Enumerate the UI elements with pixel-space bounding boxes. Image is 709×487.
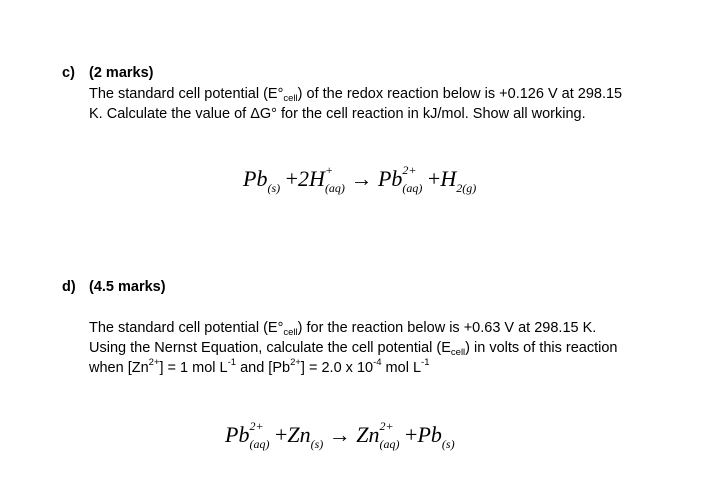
question-d-line1: The standard cell potential $(E^\circ_{cell})$ for the reaction below is +0.63 V at 298.15 K.: [89, 320, 597, 338]
question-d-label: d): [62, 279, 76, 295]
equation-d: Pb 2+ (aq) +Zn(s) → Zn 2+ (aq) +Pb(s): [225, 419, 455, 451]
question-d-line3: when $[Zn^{2+}] = 1$ mol $L^{-1}$ and $[Pb^{2+}] = 2.0$ x $10^{-4}$ mol $L^{-1}$: [89, 357, 430, 376]
question-c-marks: (2 marks): [89, 65, 154, 81]
question-d-marks: (4.5 marks): [89, 279, 166, 295]
question-c-label: c): [62, 65, 75, 81]
question-c-line2: K. Calculate the value of ΔG° for the cell reaction in kJ/mol. Show all working.: [89, 106, 586, 122]
equation-c: Pb(s) +2H + (aq) → Pb 2+ (aq) +H2(g): [243, 163, 477, 195]
question-c-line1: The standard cell potential $(E^\circ_{cell})$ of the redox reaction below is +0.126 V at 298.15: [89, 86, 623, 104]
question-d-line2: Using the Nernst Equation, calculate the cell potential $(E_{cell})$ in volts of this reaction: [89, 340, 618, 358]
